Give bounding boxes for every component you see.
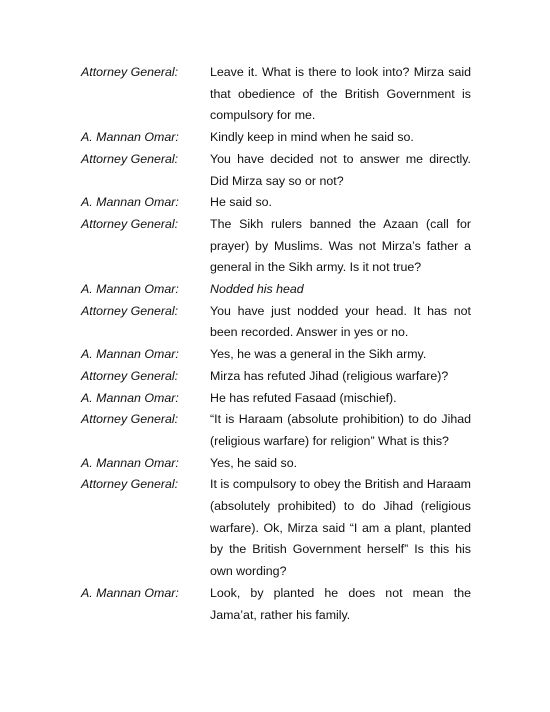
speaker-label: Attorney General: [81,412,179,427]
speech-text: Kindly keep in mind when he said so. [210,130,414,145]
transcript [81,62,471,626]
transcript-entry [81,214,471,279]
stage-direction: Nodded his head [210,282,304,297]
transcript-entry [81,583,471,626]
speech-text: Mirza has refuted Jihad (religious warfare)? [210,368,449,383]
transcript-entry [81,127,471,149]
transcript-entry [81,409,471,452]
speaker-label: A. Mannan Omar: [81,130,179,145]
speaker-label: Attorney General: [81,151,179,166]
speaker-label: Attorney General: [81,65,179,79]
transcript-entry [81,388,471,410]
transcript-entry [81,344,471,366]
transcript-entry [81,453,471,475]
speech-text: Yes, he was a general in the Sikh army. [210,347,427,362]
speaker-label: Attorney General: [81,303,179,318]
speech-text: He has refuted Fasaad (mischief). [210,390,397,405]
speech-text: You have decided not to answer me directly. Did Mirza say so or not? [210,151,471,188]
speech-text: He said so. [210,195,272,210]
speaker-label: Attorney General: [81,368,179,383]
transcript-entry [81,366,471,388]
transcript-entry [81,301,471,344]
transcript-entry [81,62,471,127]
speech-text: Look, by planted he does not mean the Jama’at, rather his family. [210,585,471,622]
transcript-entry [81,474,471,583]
speaker-label: A. Mannan Omar: [81,390,179,405]
speaker-label: Attorney General: [81,477,179,492]
speech-text: It is compulsory to obey the British and Haraam (absolutely prohibited) to do Jihad (religious warfare). Ok, Mirza said “I am a plant, planted by the British Government herself” Is this his own wording? [210,477,471,579]
speech-text: Leave it. What is there to look into? Mirza said that obedience of the British Government is compulsory for me. [210,65,471,123]
transcript-entry [81,149,471,192]
transcript-entry [81,192,471,214]
speaker-label: A. Mannan Omar: [81,585,179,600]
speaker-label: A. Mannan Omar: [81,282,179,297]
speaker-label: Attorney General: [81,216,179,231]
speech-text: You have just nodded your head. It has not been recorded. Answer in yes or no. [210,303,471,340]
speaker-label: A. Mannan Omar: [81,347,179,362]
speaker-label: A. Mannan Omar: [81,455,179,470]
speaker-label: A. Mannan Omar: [81,195,179,210]
speech-text: Yes, he said so. [210,455,298,470]
transcript-entry [81,279,471,301]
speech-text: “It is Haraam (absolute prohibition) to do Jihad (religious warfare) for religion” What is this? [210,412,471,448]
speech-text: The Sikh rulers banned the Azaan (call for prayer) by Muslims. Was not Mirza’s father a general in the Sikh army. Is it not true? [210,216,471,275]
